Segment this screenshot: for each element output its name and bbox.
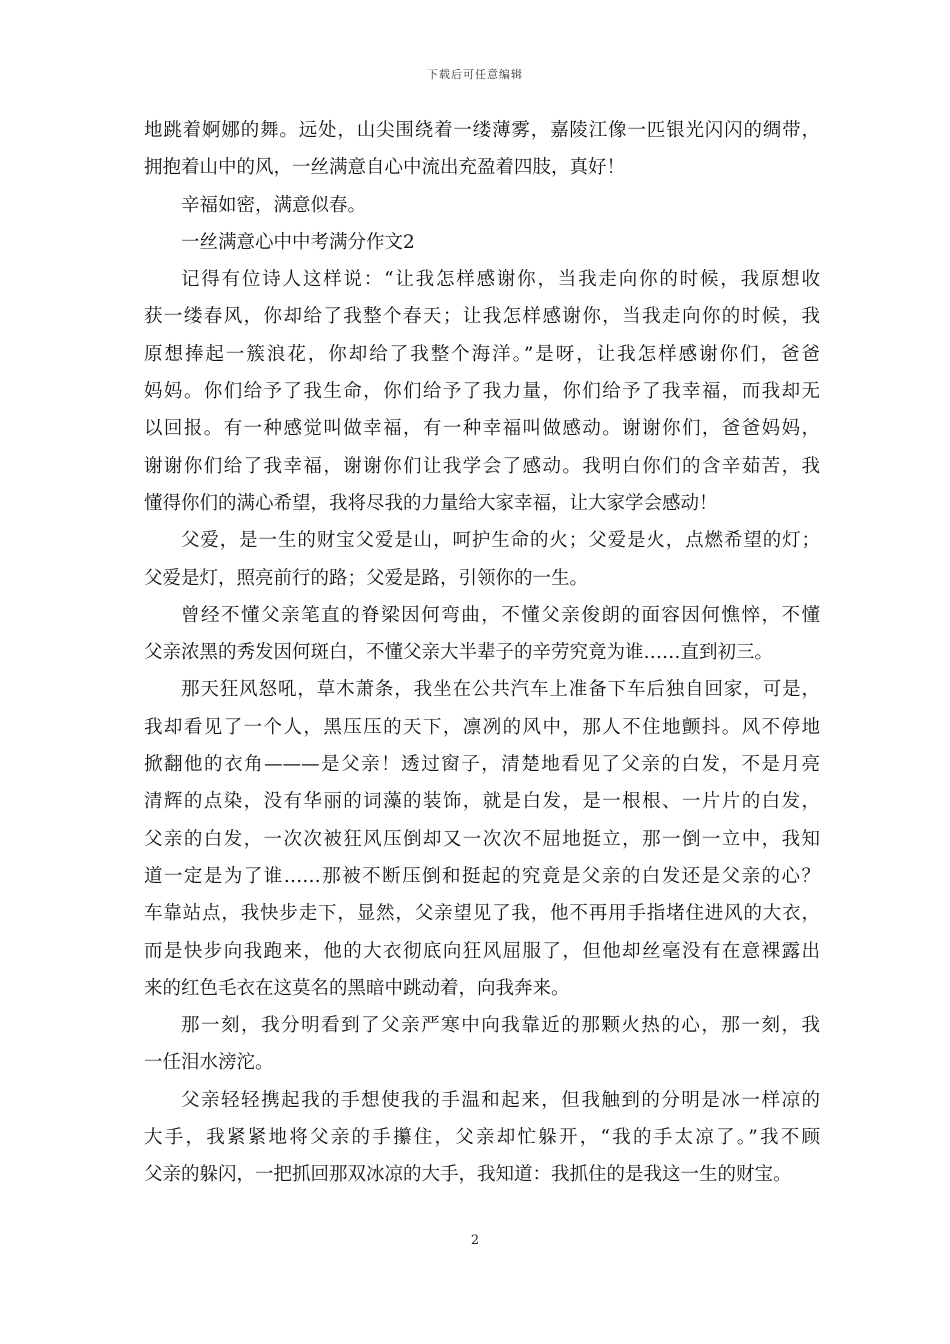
- paragraph-line: 道一定是为了谁……那被不断压倒和挺起的究竟是父亲的白发还是父亲的心？: [144, 865, 820, 887]
- paragraph-line: 曾经不懂父亲笔直的脊梁因何弯曲，不懂父亲俊朗的面容因何憔悴，不懂: [181, 604, 820, 626]
- paragraph-line: 妈妈。你们给予了我生命，你们给予了我力量，你们给予了我幸福，而我却无: [144, 381, 820, 403]
- paragraph-line: 父爱是灯，照亮前行的路；父爱是路，引领你的一生。: [144, 567, 589, 589]
- paragraph-line: 那一刻，我分明看到了父亲严寒中向我靠近的那颗火热的心，那一刻，我: [181, 1015, 820, 1037]
- paragraph-line: 那天狂风怒吼，草木萧条，我坐在公共汽车上准备下车后独自回家，可是，: [181, 679, 820, 701]
- paragraph-line: 原想捧起一簇浪花，你却给了我整个海洋。”是呀，让我怎样感谢你们，爸爸: [144, 343, 820, 365]
- paragraph-line: 父爱，是一生的财宝父爱是山，呵护生命的火；父爱是火，点燃希望的灯；: [181, 530, 820, 552]
- page-number: 2: [470, 1233, 480, 1248]
- paragraph-line: 辛福如密，满意似春。: [181, 194, 367, 216]
- paragraph-line: 谢谢你们给了我幸福，谢谢你们让我学会了感动。我明白你们的含辛茹苦，我: [144, 455, 820, 477]
- paragraph-line: 父亲轻轻携起我的手想使我的手温和起来，但我触到的分明是冰一样凉的: [181, 1089, 820, 1111]
- paragraph-line: 大手，我紧紧地将父亲的手攥住，父亲却忙躲开，“我的手太凉了。”我不顾: [144, 1127, 820, 1149]
- paragraph-line: 父亲的躲闪，一把抓回那双冰凉的大手，我知道：我抓住的是我这一生的财宝。: [144, 1164, 792, 1186]
- paragraph-line: 懂得你们的满心希望，我将尽我的力量给大家幸福，让大家学会感动！: [144, 492, 718, 514]
- paragraph-line: 记得有位诗人这样说：“让我怎样感谢你，当我走向你的时候，我原想收: [181, 269, 820, 291]
- paragraph-line: 来的红色毛衣在这莫名的黑暗中跳动着，向我奔来。: [144, 977, 570, 999]
- paragraph-line: 拥抱着山中的风，一丝满意自心中流出充盈着四肢，真好！: [144, 157, 626, 179]
- paragraph-line: 地跳着婀娜的舞。远处，山尖围绕着一缕薄雾，嘉陵江像一匹银光闪闪的绸带，: [144, 120, 820, 141]
- paragraph-line: 父亲浓黑的秀发因何斑白，不懂父亲大半辈子的辛劳究竟为谁……直到初三。: [144, 642, 774, 664]
- paragraph-line: 父亲的白发，一次次被狂风压倒却又一次次不屈地挺立，那一倒一立中，我知: [144, 828, 820, 850]
- paragraph-line: 我却看见了一个人，黑压压的天下，凛冽的风中，那人不住地颤抖。风不停地: [144, 716, 820, 738]
- paragraph-line: 一任泪水滂沱。: [144, 1052, 274, 1074]
- paragraph-line: 而是快步向我跑来，他的大衣彻底向狂风屈服了，但他却丝毫没有在意裸露出: [144, 940, 820, 962]
- essay-body: [144, 112, 820, 1194]
- paragraph-line: 车靠站点，我快步走下，显然，父亲望见了我，他不再用手指堵住进风的大衣，: [144, 903, 820, 925]
- page-header: 下载后可任意编辑: [427, 68, 523, 81]
- paragraph-line: 一丝满意心中中考满分作文2: [181, 231, 415, 253]
- paragraph-line: 清辉的点染，没有华丽的词藻的装饰，就是白发，是一根根、一片片的白发，: [144, 791, 820, 813]
- paragraph-line: 以回报。有一种感觉叫做幸福，有一种幸福叫做感动。谢谢你们，爸爸妈妈，: [144, 418, 820, 440]
- paragraph-line: 掀翻他的衣角———是父亲！透过窗子，清楚地看见了父亲的白发，不是月亮: [144, 754, 820, 776]
- paragraph-line: 获一缕春风，你却给了我整个春天；让我怎样感谢你，当我走向你的时候，我: [144, 306, 820, 328]
